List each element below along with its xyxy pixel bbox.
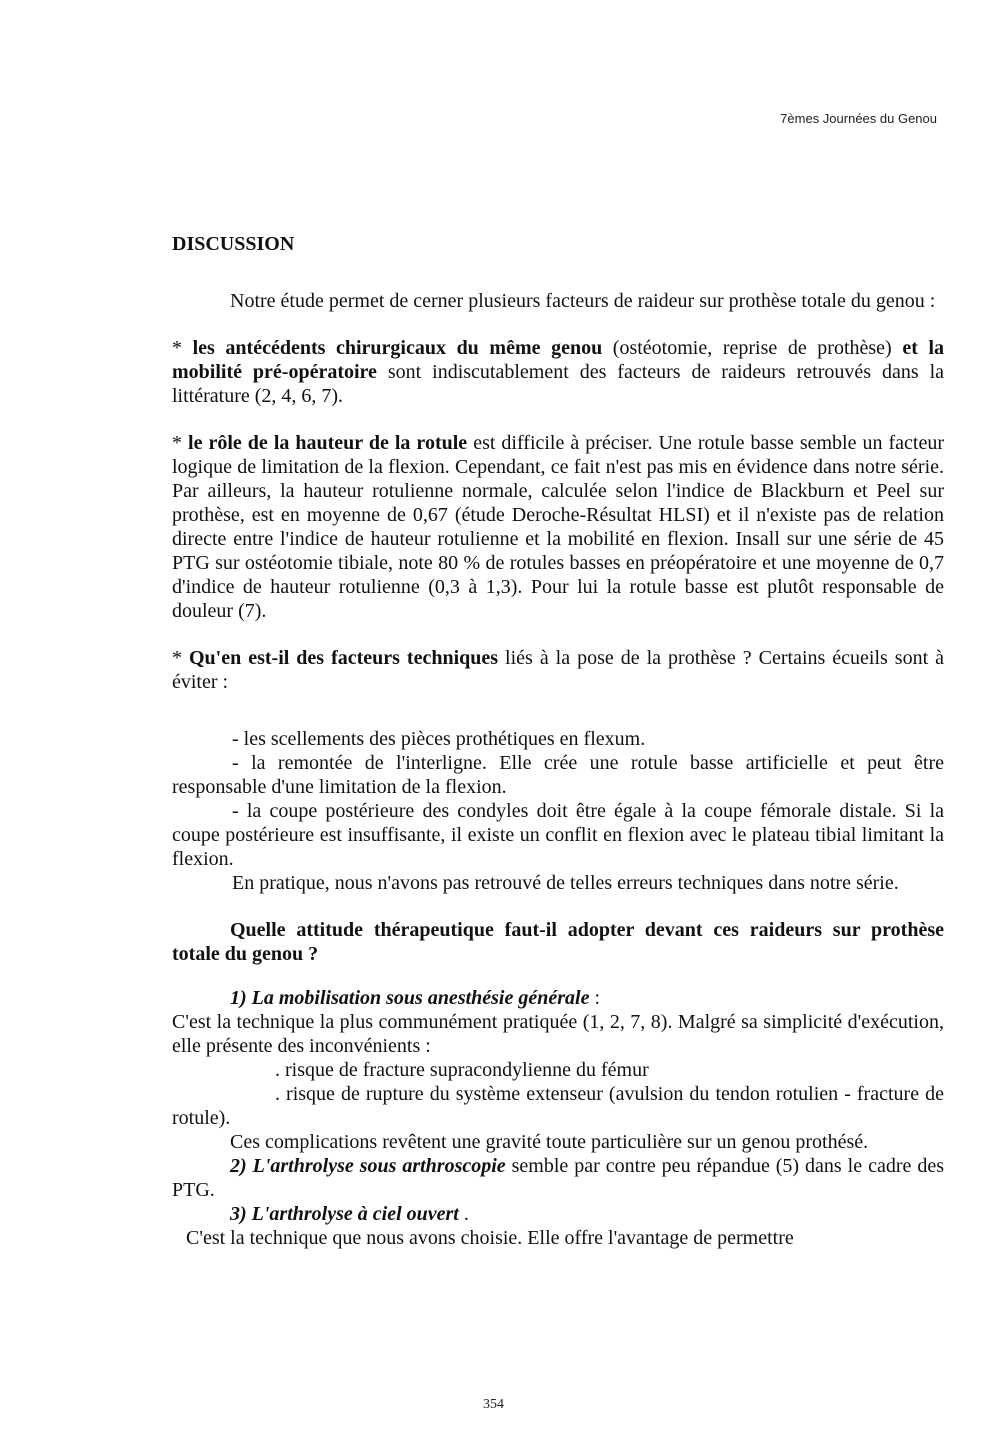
page-body <box>172 232 944 1250</box>
pitfall-item: - la remontée de l'interligne. Elle crée une rotule basse artificielle et peut être responsable d'une limitation de la flexion. <box>172 752 944 798</box>
method-1-heading <box>172 986 944 1010</box>
factor-patella-text: est difficile à préciser. Une rotule basse semble un facteur logique de limitation de la flexion. Cependant, ce fait n'est pas mis en évidence dans notre série. Par ailleurs, la hauteur rotulienne normale, calculée selon l'indice de Blackburn et Peel sur prothèse, est en moyenne de 0,67 (étude Deroche-Résultat HLSI) et il n'existe pas de relation directe entre l'indice de hauteur rotulienne et la mobilité en flexion. Insall sur une série de 45 PTG sur ostéotomie tibiale, note 80 % de rotules basses en préopératoire et une moyenne de 0,7 d'indice de hauteur rotulienne (0,3 à 1,3). Pour lui la rotule basse est plutôt responsable de douleur (7). <box>172 432 945 622</box>
risk-item: . risque de fracture supracondylienne du fémur <box>275 1059 649 1081</box>
factor-antecedents <box>172 336 944 408</box>
factor-mobility-bold: et la mobilité pré-opératoire <box>172 337 944 383</box>
factor-technical-bold: Qu'en est-il des facteurs techniques <box>189 647 499 669</box>
method-1-suffix: : <box>589 987 601 1009</box>
factor-mobility-text: sont indiscutablement des facteurs de raideurs retrouvés dans la littérature (2, 4, 6, 7). <box>172 361 944 407</box>
method-1-text: C'est la technique la plus communément pratiquée (1, 2, 7, 8). Malgré sa simplicité d'exécution, elle présente des inconvénients : <box>172 1011 944 1057</box>
method-3-text: C'est la technique que nous avons choisie. Elle offre l'avantage de permettre <box>186 1227 794 1249</box>
pitfall-item: - la coupe postérieure des condyles doit être égale à la coupe fémorale distale. Si la coupe postérieure est insuffisante, il existe un conflit en flexion avec le plateau tibial limitant la flexion. <box>172 800 944 870</box>
factor-antecedents-bold: les antécédents chirurgicaux du même genou <box>192 337 603 359</box>
intro-paragraph: Notre étude permet de cerner plusieurs facteurs de raideur sur prothèse totale du genou : <box>230 290 936 312</box>
factor-patella-height <box>172 431 944 623</box>
method-2-text: semble par contre peu répandue (5) dans le cadre des PTG. <box>172 1155 944 1201</box>
method-3-suffix: . <box>458 1203 469 1225</box>
factor-patella-bold: le rôle de la hauteur de la rotule <box>188 432 468 454</box>
method-3-title: 3) L'arthrolyse à ciel ouvert <box>230 1203 459 1225</box>
bullet-star: * <box>172 432 189 454</box>
practice-paragraph: En pratique, nous n'avons pas retrouvé de telles erreurs techniques dans notre série. <box>232 872 899 894</box>
section-title: DISCUSSION <box>172 233 295 255</box>
bullet-star: * <box>172 337 193 359</box>
factor-antecedents-text: (ostéotomie, reprise de prothèse) <box>602 337 903 359</box>
therapy-question: Quelle attitude thérapeutique faut-il adopter devant ces raideurs sur prothèse totale du genou ? <box>172 919 944 965</box>
complications-paragraph: Ces complications revêtent une gravité toute particulière sur un genou prothésé. <box>230 1131 869 1153</box>
factor-technical-text: liés à la pose de la prothèse ? Certains écueils sont à éviter : <box>172 647 945 693</box>
method-2-title: 2) L'arthrolyse sous arthroscopie <box>230 1155 506 1177</box>
method-1-title: 1) La mobilisation sous anesthésie générale <box>230 987 590 1009</box>
risk-item: . risque de rupture du système extenseur (avulsion du tendon rotulien - fracture de rotule). <box>172 1083 944 1129</box>
factor-technical <box>172 646 944 694</box>
pitfall-item: - les scellements des pièces prothétiques en flexum. <box>232 728 646 750</box>
method-3-heading <box>172 1202 944 1226</box>
running-header: 7èmes Journées du Genou <box>780 111 937 126</box>
page-number: 354 <box>483 1397 504 1412</box>
method-2-paragraph <box>172 1154 944 1202</box>
bullet-star: * <box>172 647 189 669</box>
